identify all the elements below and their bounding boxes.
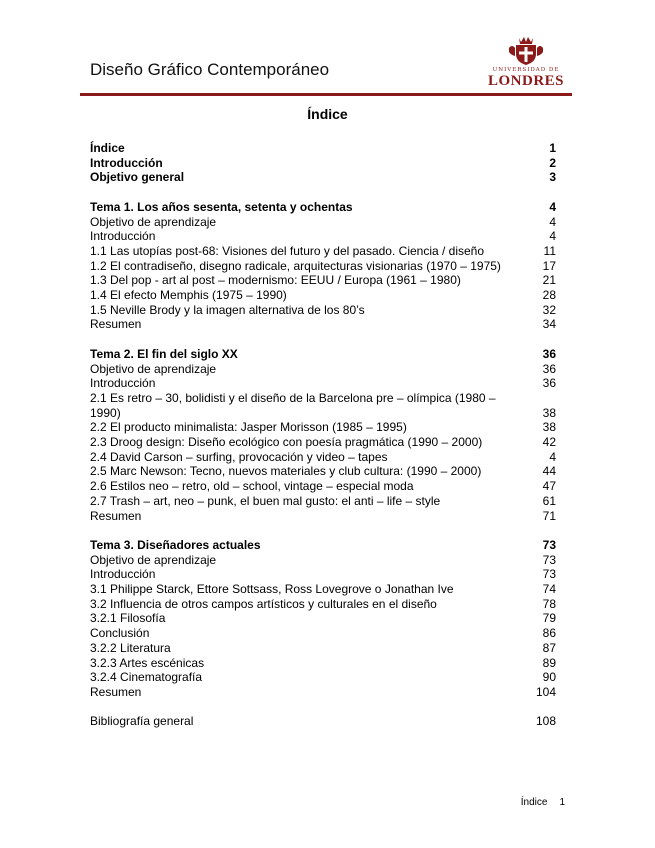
toc-entry-page: 28: [542, 288, 556, 303]
toc-entry-page: 73: [542, 552, 556, 567]
toc-entry-title: 1.5 Neville Brody y la imagen alternativa de los 80’s: [90, 302, 365, 317]
toc-entry-page: 36: [542, 376, 556, 391]
toc-entry-title: 1.1 Las utopías post-68: Visiones del futuro y del pasado. Ciencia / diseño: [90, 243, 485, 258]
crest-icon: [506, 36, 546, 66]
toc-entry-title: 2.7 Trash – art, neo – punk, el buen mal gusto: el anti – life – style: [90, 493, 441, 508]
toc-entry-title: 2.2 El producto minimalista: Jasper Morisson (1985 – 1995): [90, 420, 407, 435]
toc-entry-title: 1.3 Del pop - art al post – modernismo: EEUU / Europa (1961 – 1980): [90, 273, 461, 288]
toc-entry[interactable]: [90, 450, 556, 465]
toc-entry-page: 34: [542, 317, 556, 332]
toc-entry-page: 104: [535, 684, 556, 699]
toc-entry-page: 36: [542, 361, 556, 376]
toc-entry-title: Resumen: [90, 684, 142, 699]
toc-entry-page: 38: [542, 420, 556, 435]
footer-label: Índice: [520, 797, 548, 808]
university-logo: [486, 36, 566, 92]
toc-entry[interactable]: [90, 288, 556, 303]
toc-entry-title: Tema 3. Diseñadores actuales: [90, 537, 261, 552]
toc-entry-page: 108: [535, 714, 556, 729]
toc-entry-title: 3.2.2 Literatura: [90, 640, 171, 655]
toc-entry[interactable]: [90, 553, 556, 568]
table-of-contents: [90, 141, 556, 729]
toc-entry-title: 2.5 Marc Newson: Tecno, nuevos materiales y club cultura: (1990 – 2000): [90, 464, 482, 479]
logo-university-text: UNIVERSIDAD DE: [492, 67, 560, 73]
toc-entry[interactable]: [90, 215, 556, 230]
toc-entry-title: 3.1 Philippe Starck, Ettore Sottsass, Ross Lovegrove o Jonathan Ive: [90, 582, 454, 597]
toc-entry-title: Introducción: [90, 376, 156, 391]
toc-entry[interactable]: [90, 538, 556, 553]
toc-entry-title: Tema 1. Los años sesenta, setenta y ochentas: [90, 199, 353, 214]
toc-entry-page: 79: [542, 611, 556, 626]
toc-entry[interactable]: [90, 611, 556, 626]
toc-entry[interactable]: [90, 670, 556, 685]
toc-entry[interactable]: [90, 509, 556, 524]
toc-entry-title: Introducción: [90, 155, 163, 170]
toc-entry-title: Resumen: [90, 508, 142, 523]
toc-entry-title: Introducción: [90, 567, 156, 582]
toc-entry-page: 61: [542, 493, 556, 508]
toc-entry-page: 86: [542, 626, 556, 641]
toc-entry-page: 21: [542, 273, 556, 288]
toc-entry-title: Bibliografía general: [90, 714, 194, 729]
toc-entry-title: Índice: [90, 141, 125, 155]
toc-entry-title: Objetivo de aprendizaje: [90, 361, 217, 376]
toc-entry-title: 3.2.3 Artes escénicas: [90, 655, 205, 670]
toc-entry-title: 3.2.4 Cinematografía: [90, 670, 203, 685]
toc-entry-page: 44: [542, 464, 556, 479]
toc-entry[interactable]: [90, 347, 556, 362]
toc-entry-page: 4: [549, 214, 556, 229]
toc-entry[interactable]: [90, 259, 556, 274]
footer-page-number: 1: [559, 797, 565, 808]
toc-entry[interactable]: [90, 200, 556, 215]
toc-entry[interactable]: [90, 156, 556, 171]
toc-entry[interactable]: [90, 141, 556, 156]
toc-entry[interactable]: [90, 435, 556, 450]
toc-entry-page: 47: [542, 479, 556, 494]
toc-entry[interactable]: [90, 273, 556, 288]
toc-entry-page: 1: [549, 141, 556, 155]
toc-entry-title: Objetivo de aprendizaje: [90, 214, 217, 229]
toc-entry[interactable]: [90, 656, 556, 671]
toc-entry[interactable]: [90, 303, 556, 318]
toc-entry[interactable]: [90, 685, 556, 700]
toc-entry-page: 32: [542, 302, 556, 317]
toc-entry-title: 1.4 El efecto Memphis (1975 – 1990): [90, 288, 287, 303]
toc-entry-title: 3.2.1 Filosofía: [90, 611, 166, 626]
logo-name: LONDRES: [487, 73, 565, 89]
toc-entry-page: 38: [542, 405, 556, 420]
toc-entry-page: 4: [549, 449, 556, 464]
header-rule: [80, 93, 572, 96]
toc-entry[interactable]: [90, 420, 556, 435]
toc-entry-title: Conclusión: [90, 626, 150, 641]
toc-entry[interactable]: [90, 317, 556, 332]
toc-entry-page: 4: [549, 199, 556, 214]
page-heading: Índice: [307, 106, 348, 122]
toc-entry[interactable]: [90, 567, 556, 582]
toc-entry[interactable]: [90, 391, 556, 420]
toc-entry-title: Objetivo de aprendizaje: [90, 552, 217, 567]
toc-entry-title: 2.4 David Carson – surfing, provocación y video – tapes: [90, 449, 388, 464]
toc-entry-title: 1.2 El contradiseño, disegno radicale, arquitecturas visionarias (1970 – 1975): [90, 258, 501, 273]
toc-entry-title: Tema 2. El fin del siglo XX: [90, 346, 238, 361]
toc-entry-page: 89: [542, 655, 556, 670]
toc-entry-page: 73: [542, 537, 556, 552]
toc-entry[interactable]: [90, 582, 556, 597]
toc-entry-page: 2: [549, 155, 556, 170]
toc-entry-title: Resumen: [90, 317, 142, 332]
toc-entry[interactable]: [90, 714, 556, 729]
toc-entry[interactable]: [90, 464, 556, 479]
toc-entry-page: 3: [549, 170, 556, 185]
toc-entry-page: 4: [549, 229, 556, 244]
toc-entry-page: 78: [542, 596, 556, 611]
toc-entry-title: 2.1 Es retro – 30, bolidisti y el diseño de la Barcelona pre – olímpica (1980 – 1990): [90, 390, 496, 420]
toc-entry-page: 90: [542, 670, 556, 685]
toc-entry[interactable]: [90, 244, 556, 259]
toc-entry[interactable]: [90, 170, 556, 185]
toc-entry-page: 42: [542, 435, 556, 450]
toc-entry[interactable]: [90, 376, 556, 391]
toc-entry-title: 2.6 Estilos neo – retro, old – school, vintage – especial moda: [90, 479, 414, 494]
toc-entry[interactable]: [90, 626, 556, 641]
toc-entry-page: 74: [542, 582, 556, 597]
toc-entry-page: 11: [543, 243, 556, 258]
page-footer: [521, 797, 565, 808]
toc-entry-title: 2.3 Droog design: Diseño ecológico con poesía pragmática (1990 – 2000): [90, 435, 483, 450]
toc-entry[interactable]: [90, 479, 556, 494]
toc-entry-page: 36: [542, 346, 556, 361]
toc-entry[interactable]: [90, 494, 556, 509]
toc-entry-title: 3.2 Influencia de otros campos artísticos y culturales en el diseño: [90, 596, 437, 611]
toc-entry-page: 87: [542, 640, 556, 655]
toc-entry[interactable]: [90, 229, 556, 244]
toc-entry-page: 73: [542, 567, 556, 582]
toc-entry-title: Introducción: [90, 229, 156, 244]
toc-entry[interactable]: [90, 362, 556, 377]
toc-entry[interactable]: [90, 641, 556, 656]
toc-entry-title: Objetivo general: [90, 170, 185, 185]
toc-entry[interactable]: [90, 597, 556, 612]
toc-entry-page: 17: [542, 258, 556, 273]
document-title: Diseño Gráfico Contemporáneo: [90, 60, 330, 79]
toc-entry-page: 71: [542, 508, 556, 523]
